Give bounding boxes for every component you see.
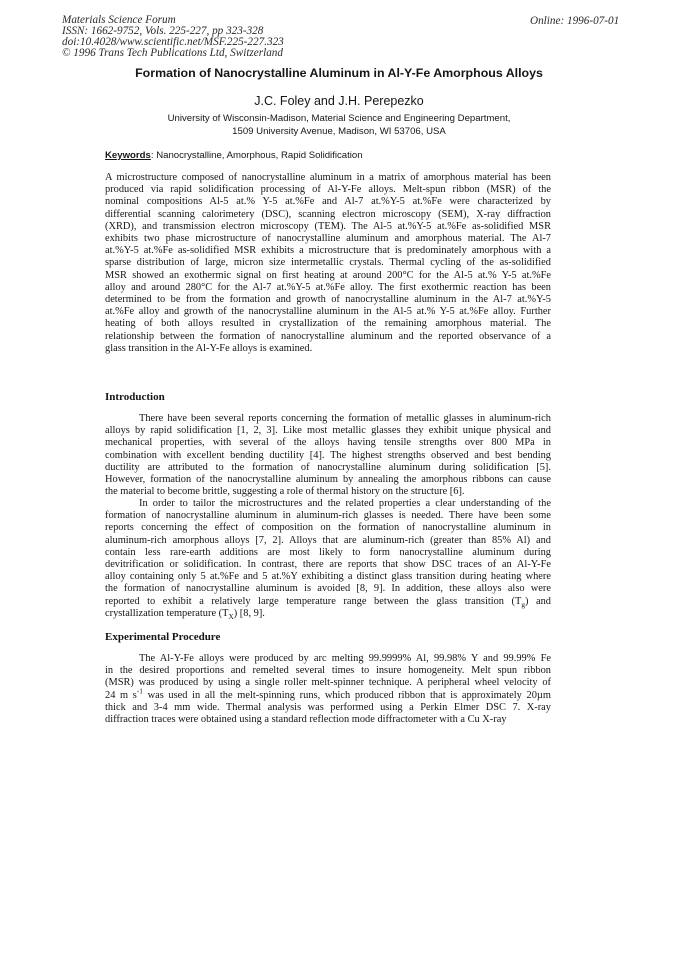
body-line: aluminum-rich amorphous alloys [7, 2]. Alloys that are aluminum-rich (greater than 85% Al) and (105, 534, 551, 546)
subscript: X (228, 612, 234, 621)
abstract-line: differential scanning calorimetery (DSC), scanning electron microscopy (SEM), X-ray diffraction (105, 208, 551, 220)
keywords (105, 150, 363, 161)
body-line: the material to become brittle, suggesting a role of thermal history on the structure [6]. (105, 486, 465, 498)
abstract-line: relationship between the formation of nanocrystalline aluminum and the reported observance of a (105, 330, 551, 342)
body-line: (MSR) was produced by using a single roller melt-spinner technique. A peripheral wheel velocity of (105, 677, 551, 689)
abstract-line: produced via rapid solidification processing of Al-Y-Fe alloys. Melt-spun ribbon (MSR) of the (105, 184, 551, 196)
body-line (105, 687, 551, 702)
abstract-line: A microstructure composed of nanocrystalline aluminum in a matrix of amorphous material has been (105, 172, 551, 183)
body-line: alloys by rapid solidification [1, 2, 3]. Like most metallic glasses they exhibit unique physical and (105, 425, 551, 437)
affiliation-line: 1509 University Avenue, Madison, WI 53706, USA (232, 125, 446, 137)
line-text: ) and (524, 595, 551, 607)
body-line: ductility are attributed to the formation of nanocrystalline aluminum during solidification [5]. (105, 461, 551, 473)
abstract-line: at.%Fe alloy and growth of the nanocrystalline aluminum in the Al-5 at.% Y-5 at.%Fe alloy. Further (105, 306, 551, 318)
abstract-line: nominal compositions Al-5 at.% Y-5 at.%Fe and Al-7 at.%Y-5 at.%Fe were characterized by (105, 196, 551, 208)
abstract-line: exhibits two phase microstructure of nanocrystalline aluminum and amorphous material. The Al-7 (105, 233, 551, 245)
body-line: mechanical properties, with several of the alloys having tensile strengths over 800 MPa in (105, 437, 551, 449)
introduction-paragraph-2 (105, 498, 551, 620)
body-line: In order to tailor the microstructures and the related properties a clear understanding of the (139, 498, 551, 509)
experimental-paragraph (105, 653, 551, 726)
body-line: formation of nanocrystalline aluminum in aluminum-rich glasses is needed. There have been some (105, 510, 551, 522)
journal-name: Materials Science Forum (62, 14, 176, 26)
body-line: the formation of nanocrystalline aluminum is avoided [8, 9]. In addition, these alloys also were (105, 583, 551, 595)
body-line: The Al-Y-Fe alloys were produced by arc melting 99.9999% Al, 99.98% Y and 99.99% Fe (139, 653, 551, 664)
issn-line: ISSN: 1662-9752, Vols. 225-227, pp 323-328 (62, 25, 264, 37)
abstract-line: glass transition in the Al-Y-Fe alloys is examined. (105, 342, 313, 354)
abstract-line: MSR showed an exothermic signal on first heating at around 200°C for the Al-5 at.% Y-5 at.%Fe (105, 269, 551, 281)
abstract (105, 172, 551, 355)
authors: J.C. Foley and J.H. Perepezko (254, 94, 424, 108)
experimental-heading: Experimental Procedure (105, 631, 221, 643)
body-line: in the desired proportions and remelted several times to insure homogeneity. Melt spun ribbon (105, 665, 551, 677)
abstract-line: (XRD), and transmission electron microscopy (TEM). The Al-5 at.%Y-5 at.%Fe as-solidified MSR (105, 220, 551, 232)
online-date: Online: 1996-07-01 (530, 15, 620, 27)
affiliation (0, 113, 678, 138)
journal-header (62, 15, 284, 59)
body-line: contain less rare-earth additions are most likely to form nanocrystalline aluminum during (105, 546, 551, 558)
keywords-text: : Nanocrystalline, Amorphous, Rapid Solidification (150, 150, 363, 161)
subscript: g (521, 600, 525, 609)
paper-title: Formation of Nanocrystalline Aluminum in Al-Y-Fe Amorphous Alloys (135, 66, 543, 80)
body-line: diffraction traces were obtained using a standard reflection mode diffractometer with a Cu X-ray (105, 714, 507, 726)
line-text: crystallization temperature (T (105, 607, 229, 619)
introduction-paragraph-1 (105, 413, 551, 498)
body-line: alloy containing only 5 at.%Fe and 5 at.%Y exhibiting a distinct glass transition during heating where (105, 571, 551, 583)
introduction-heading: Introduction (105, 391, 165, 403)
abstract-line: alloy and around 280°C for the Al-7 at.%Y-5 at.%Fe alloy. The first exothermic reaction has been (105, 281, 551, 293)
body-line: There have been several reports concerning the formation of metallic glasses in aluminum-rich (139, 413, 551, 424)
doi-line: doi:10.4028/www.scientific.net/MSF.225-227.323 (62, 36, 284, 48)
abstract-line: determined to be from the formation and growth of nanocrystalline aluminum in the Al-7 at.%Y-5 (105, 294, 551, 306)
line-text: reported to exhibit a relatively large temperature range between the glass transition (T (105, 595, 522, 607)
body-line: thick and 3-4 mm wide. Thermal analysis was performed using a Perkin Elmer DSC 7. X-ray (105, 701, 551, 713)
affiliation-line: University of Wisconsin-Madison, Material Science and Engineering Department, (167, 113, 511, 124)
body-line: devitrification or solidification. In contrast, there are reports that show DSC traces of an Al-Y-Fe (105, 559, 551, 571)
superscript: -1 (136, 687, 143, 696)
copyright-line: © 1996 Trans Tech Publications Ltd, Switzerland (62, 47, 283, 59)
line-text: was used in all the melt-spinning runs, which produced ribbon that is approximately 20µm (142, 689, 551, 701)
abstract-line: at.%Y-5 at.%Fe as-solidified MSR exhibits a microstructure that is predominately amorphous with a (105, 245, 551, 257)
line-text: 24 m s (105, 689, 137, 701)
abstract-line: heating of both alloys resulted in crystallization of the remaining amorphous material. The (105, 318, 551, 330)
keywords-label: Keywords (105, 150, 151, 161)
body-line: combination with excellent bending ductility [4]. The highest strengths observed and best bending (105, 449, 551, 461)
body-line: reports concerning the effect of composition on the formation of nanocrystalline aluminum in (105, 522, 551, 534)
abstract-line: sparse distribution of large, micron size intermetallic crystals. Thermal cycling of the as-solidified (105, 257, 551, 269)
body-line (105, 608, 551, 620)
line-text: ) [8, 9]. (233, 607, 265, 619)
body-line (105, 596, 551, 608)
body-line: However, formation of the nanocrystalline aluminum by annealing the amorphous ribbons can cause (105, 474, 551, 486)
